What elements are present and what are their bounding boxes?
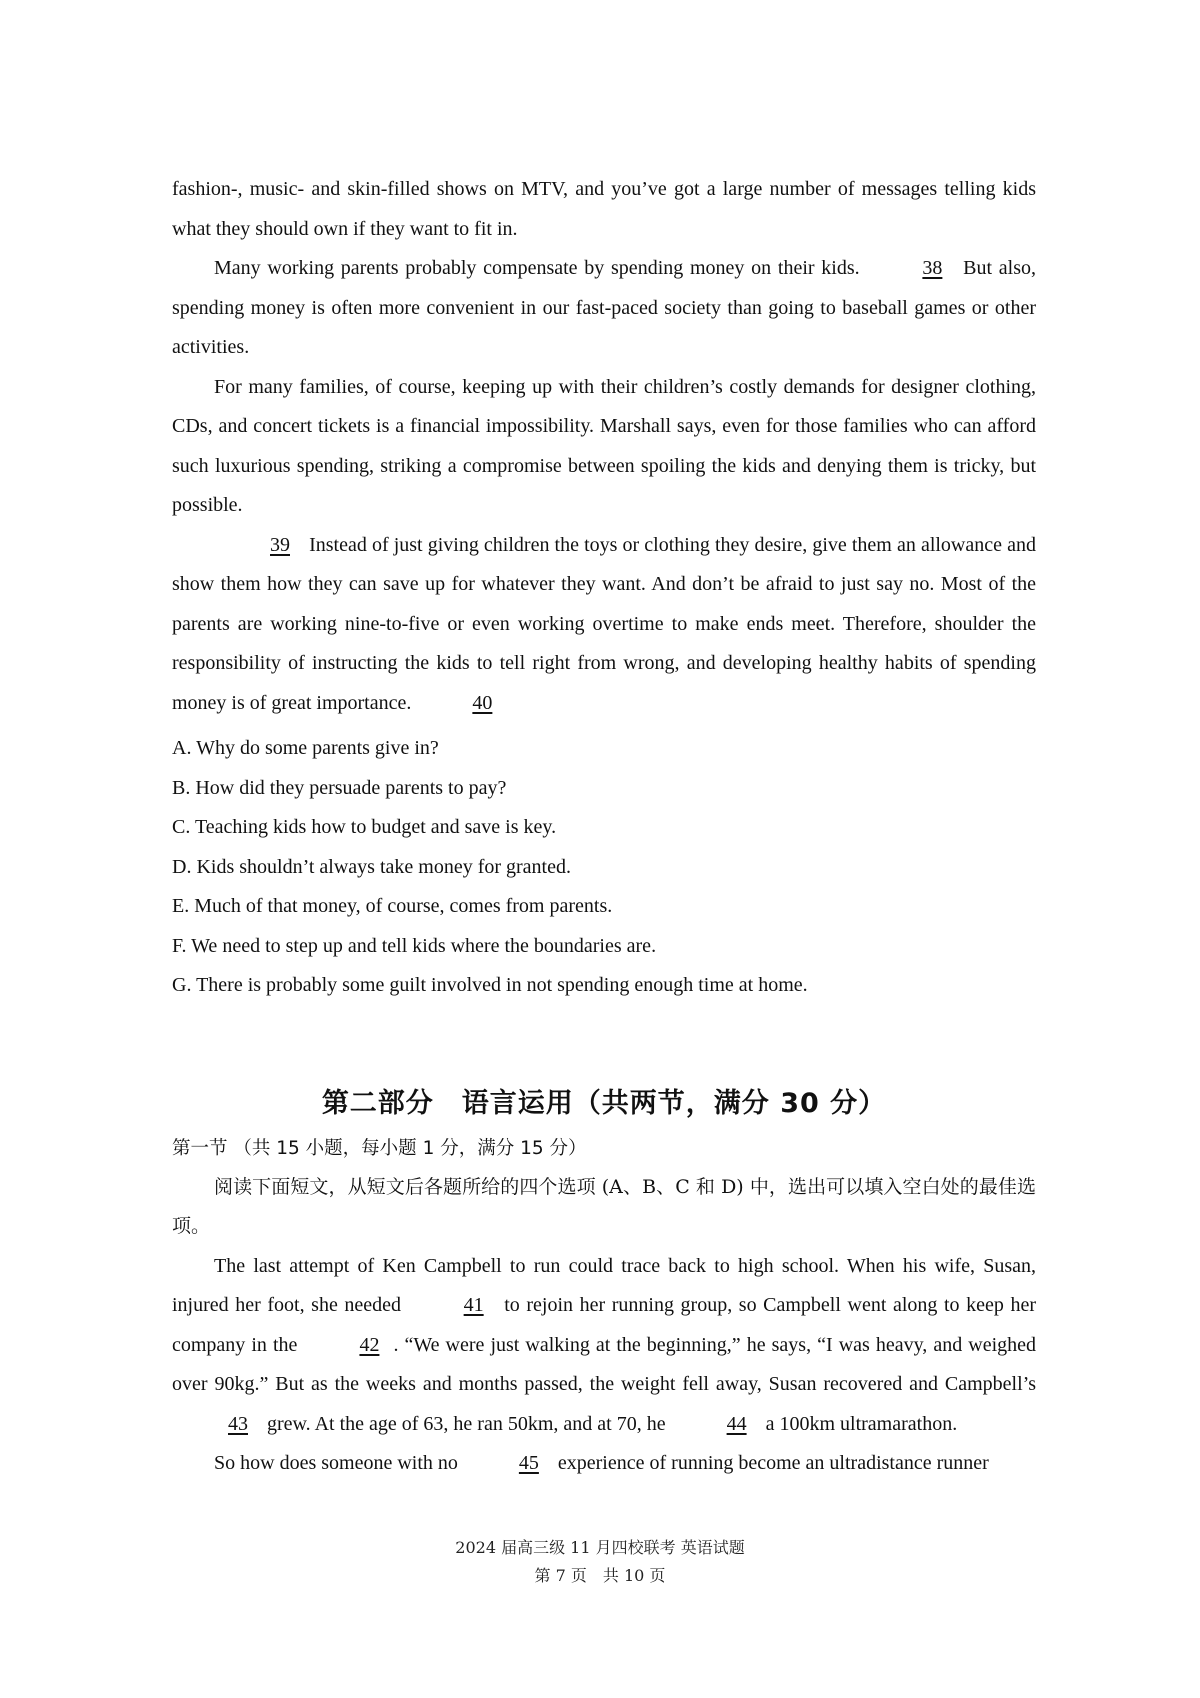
option-a: A. Why do some parents give in? — [172, 737, 439, 759]
paragraph-4-text: Instead of just giving children the toys or clothing they desire, give them an allowance and show them how they can save up for whatever they want. And don’t be afraid to just say no. Most of the parents are working nine-to-five or even working overtime to make ends meet. Therefore, shoulder the responsibility of instructing the kids to tell right from wrong, and developing healthy habits of spending money is of great importance. — [172, 533, 1036, 714]
option-g: G. There is probably some guilt involved in not spending enough time at home. — [172, 974, 808, 996]
cloze-text-5: a 100km ultramarathon. — [760, 1412, 958, 1435]
option-e: E. Much of that money, of course, comes from parents. — [172, 895, 613, 917]
cloze-paragraph-2 — [172, 1444, 1036, 1484]
footer-exam-title: 2024 届高三级 11 月四校联考 英语试题 — [455, 1538, 745, 1557]
blank-45: 45 — [518, 1452, 539, 1474]
blank-40: 40 — [472, 691, 493, 714]
option-d: D. Kids shouldn’t always take money for granted. — [172, 855, 571, 878]
option-b: B. How did they persuade parents to pay? — [172, 776, 507, 799]
exam-page-body — [172, 170, 1036, 1484]
cloze-text-6: So how does someone with no — [214, 1452, 463, 1474]
cloze-text-4: grew. At the age of 63, he ran 50km, and at 70, he — [262, 1412, 671, 1435]
paragraph-2-text-b: But also, spending money is often more convenient in our fast-paced society than going to baseball games or other activities. — [172, 257, 1036, 358]
option-c: C. Teaching kids how to budget and save is key. — [172, 816, 557, 838]
cloze-text-2: to rejoin her running group, so Campbell went along to keep her company in the — [172, 1294, 1037, 1356]
paragraph-2 — [172, 249, 1036, 368]
section-title: 第二部分 语言运用（共两节，满分 30 分） — [321, 1087, 887, 1119]
blank-43: 43 — [228, 1412, 248, 1435]
answer-options-list — [172, 729, 1036, 1006]
blank-38: 38 — [922, 257, 943, 279]
paragraph-4 — [172, 526, 1036, 724]
cloze-text-7: experience of running become an ultradistance runner — [552, 1452, 989, 1474]
footer-page-number: 第 7 页 共 10 页 — [534, 1566, 666, 1585]
cloze-text-3: . “We were just walking at the beginning,” he says, “I was heavy, and weighed over 90kg.” But as the weeks and months passed, the weight fell away, Susan recovered and Campbell’s — [172, 1333, 1037, 1395]
option-f: F. We need to step up and tell kids where the boundaries are. — [172, 934, 657, 957]
paragraph-3: For many families, of course, keeping up with their children’s costly demands for designer clothing, CDs, and concert tickets is a financial impossibility. Marshall says, even for those families who can afford such luxurious spending, striking a compromise between spoiling the kids and denying them is tricky, but possible. — [172, 375, 1036, 516]
paragraph-1: fashion-, music- and skin-filled shows on MTV, and you’ve got a large number of messages telling kids what they should own if they want to fit in. — [172, 178, 1036, 240]
blank-39: 39 — [270, 533, 290, 556]
subsection-heading: 第一节 （共 15 小题，每小题 1 分，满分 15 分） — [172, 1137, 587, 1159]
blank-41: 41 — [463, 1294, 484, 1316]
blank-44: 44 — [726, 1412, 747, 1435]
blank-42: 42 — [359, 1333, 380, 1356]
cloze-paragraph-1 — [172, 1247, 1036, 1445]
paragraph-2-text-a: Many working parents probably compensate by spending money on their kids. — [214, 257, 867, 279]
instructions-text: 阅读下面短文，从短文后各题所给的四个选项 (A、B、C 和 D) 中，选出可以填入空白处的最佳选项。 — [172, 1175, 1036, 1237]
cloze-text-1: The last attempt of Ken Campbell to run could trace back to high school. When his wife, Susan, injured her foot, she needed — [172, 1254, 1036, 1316]
